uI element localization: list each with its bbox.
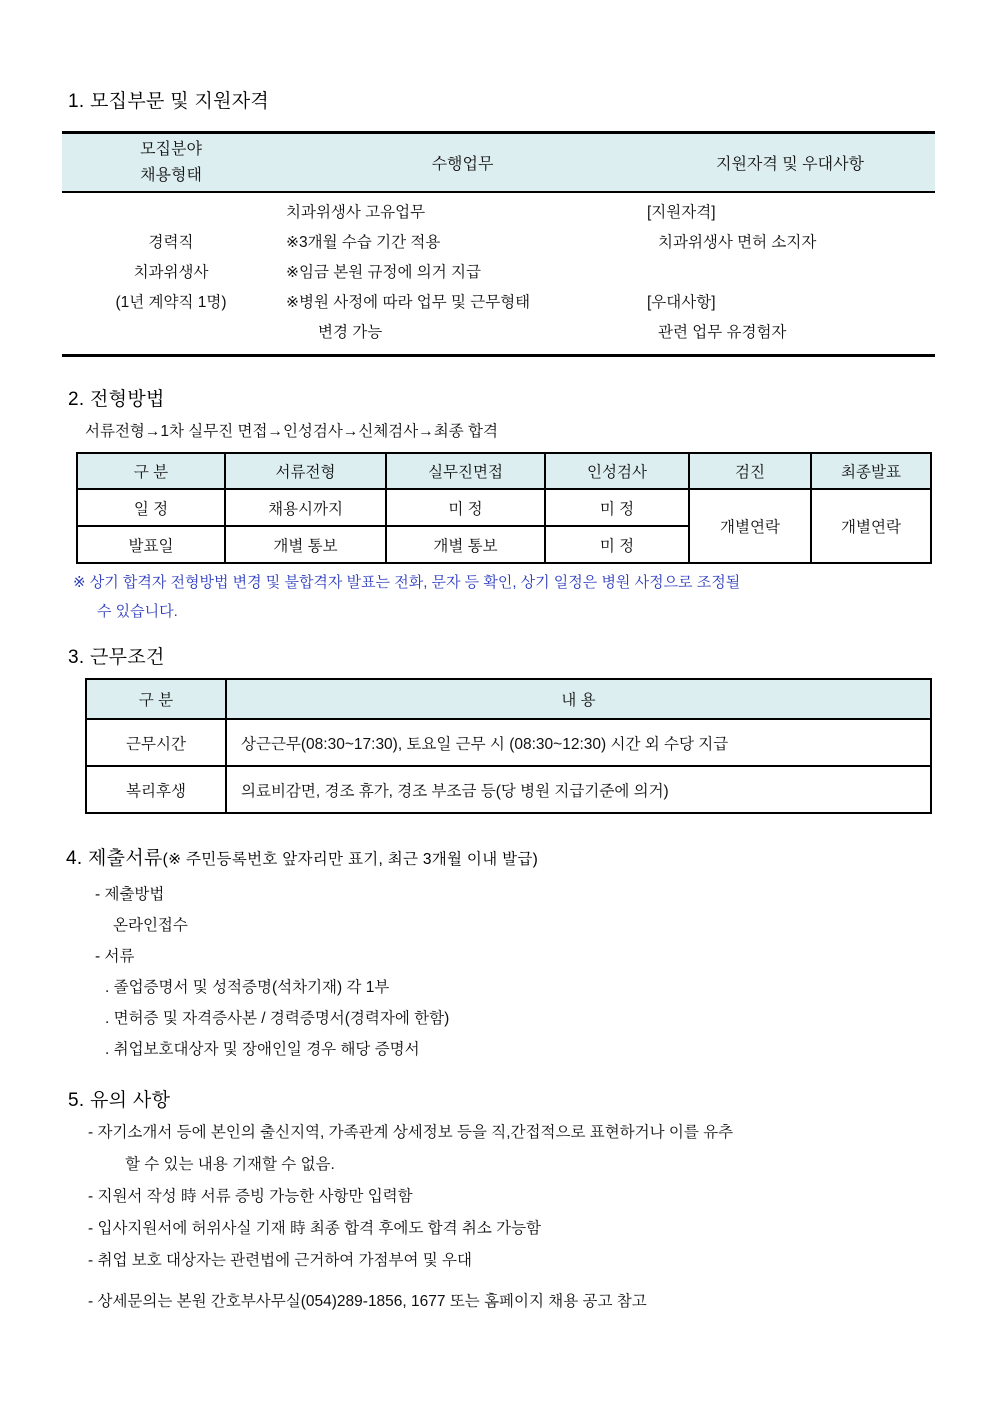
table-header-row — [86, 679, 931, 719]
header-practical-interview: 실무진면접 — [386, 453, 545, 489]
list-item: . 졸업증명서 및 성적증명(석차기재) 각 1부 — [105, 979, 390, 996]
cell — [62, 318, 280, 348]
cell: ※3개월 수습 기간 적용 — [286, 234, 441, 251]
table-header-row — [77, 453, 931, 489]
recruitment-table — [62, 131, 935, 357]
selection-flow-text: 서류전형→1차 실무진 면접→인성검사→신체검사→최종 합격 — [85, 423, 498, 440]
section4-title-sub: (※ 주민등록번호 앞자리만 표기, 최근 3개월 이내 발급) — [162, 851, 539, 868]
section1-title: 1. 모집부문 및 지원자격 — [68, 91, 270, 112]
cell: 치과위생사 — [133, 264, 209, 281]
cell-announcement-label: 발표일 — [77, 526, 225, 563]
header-recruit-field-line2: 채용형태 — [140, 166, 202, 184]
cell — [62, 198, 280, 228]
cell: 개별 통보 — [386, 526, 545, 563]
recruitment-table-header — [62, 131, 935, 193]
cell: 미 정 — [386, 489, 545, 526]
cell: (1년 계약직 1명) — [115, 294, 227, 311]
cell: 미 정 — [545, 526, 689, 563]
cell — [647, 258, 935, 288]
header-category: 구 분 — [77, 453, 225, 489]
header-category: 구 분 — [86, 679, 226, 719]
cell: 개별 통보 — [225, 526, 386, 563]
section4-title-main: 4. 제출서류 — [66, 848, 163, 869]
list-item: - 입사지원서에 허위사실 기재 時 최종 합격 후에도 합격 취소 가능함 — [88, 1220, 542, 1237]
list-item: - 제출방법 — [95, 886, 165, 903]
cell: [지원자격] — [647, 204, 716, 221]
cell: ※임금 본원 규정에 의거 지급 — [286, 264, 481, 281]
section2-title: 2. 전형방법 — [68, 389, 165, 410]
table-row — [86, 766, 931, 813]
col-recruit-field — [62, 198, 280, 348]
list-item: - 자기소개서 등에 본인의 출신지역, 가족관계 상세정보 등을 직,간접적으로 표현하거나 이를 유추 — [88, 1124, 734, 1141]
note-line: ※ 상기 합격자 전형방법 변경 및 불합격자 발표는 전화, 문자 등 확인, 상기 일정은 병원 사정으로 조정될 — [73, 574, 741, 591]
cell-schedule-label: 일 정 — [77, 489, 225, 526]
header-personality-test: 인성검사 — [545, 453, 689, 489]
header-document-screening: 서류전형 — [225, 453, 386, 489]
cell-working-hours-value: 상근근무(08:30~17:30), 토요일 근무 시 (08:30~12:30) 시간 외 수당 지급 — [226, 719, 931, 766]
cell-welfare-value: 의료비감면, 경조 휴가, 경조 부조금 등(당 병원 지급기준에 의거) — [226, 766, 931, 813]
col-duties — [280, 198, 645, 348]
cell: 치과위생사 면허 소지자 — [658, 234, 817, 251]
cell: 관련 업무 유경험자 — [658, 324, 787, 341]
header-content: 내 용 — [226, 679, 931, 719]
cell: [우대사항] — [647, 294, 716, 311]
cell-individual-contact: 개별연락 — [811, 489, 931, 563]
list-item: - 서류 — [95, 948, 135, 965]
cell: ※병원 사정에 따라 업무 및 근무형태 — [286, 294, 531, 311]
cell-welfare-label: 복리후생 — [86, 766, 226, 813]
list-item: . 취업보호대상자 및 장애인일 경우 해당 증명서 — [105, 1041, 420, 1058]
schedule-change-note — [73, 568, 740, 626]
selection-schedule-table — [76, 452, 932, 564]
submission-documents-list — [95, 879, 449, 1065]
work-conditions-table — [85, 678, 932, 814]
recruitment-table-body — [62, 193, 935, 357]
list-item: 온라인접수 — [113, 917, 188, 934]
cell: 변경 가능 — [318, 324, 383, 341]
list-item: 할 수 있는 내용 기재할 수 없음. — [125, 1156, 335, 1173]
cell-working-hours-label: 근무시간 — [86, 719, 226, 766]
cell: 경력직 — [148, 234, 194, 251]
cell-individual-contact: 개별연락 — [689, 489, 811, 563]
header-final-announcement: 최종발표 — [811, 453, 931, 489]
table-row — [77, 489, 931, 526]
notes-list — [88, 1117, 733, 1318]
header-recruit-field — [62, 137, 280, 189]
col-qualifications — [645, 198, 935, 348]
section4-title — [66, 843, 538, 870]
list-item: - 취업 보호 대상자는 관련법에 근거하여 가점부여 및 우대 — [88, 1252, 472, 1269]
header-qualifications: 지원자격 및 우대사항 — [716, 156, 864, 173]
header-recruit-field-line1: 모집분야 — [140, 140, 202, 158]
list-item: - 지원서 작성 時 서류 증빙 가능한 사항만 입력함 — [88, 1188, 413, 1205]
list-item: - 상세문의는 본원 간호부사무실(054)289-1856, 1677 또는 홈페이지 채용 공고 참고 — [88, 1293, 647, 1310]
header-duties: 수행업무 — [431, 156, 494, 173]
cell: 치과위생사 고유업무 — [286, 204, 426, 221]
section3-title: 3. 근무조건 — [68, 647, 165, 668]
cell: 채용시까지 — [225, 489, 386, 526]
section5-title: 5. 유의 사항 — [68, 1090, 171, 1111]
list-item: . 면허증 및 자격증사본 / 경력증명서(경력자에 한함) — [105, 1010, 450, 1027]
table-row — [86, 719, 931, 766]
note-line: 수 있습니다. — [97, 603, 178, 620]
header-checkup: 검진 — [689, 453, 811, 489]
cell: 미 정 — [545, 489, 689, 526]
